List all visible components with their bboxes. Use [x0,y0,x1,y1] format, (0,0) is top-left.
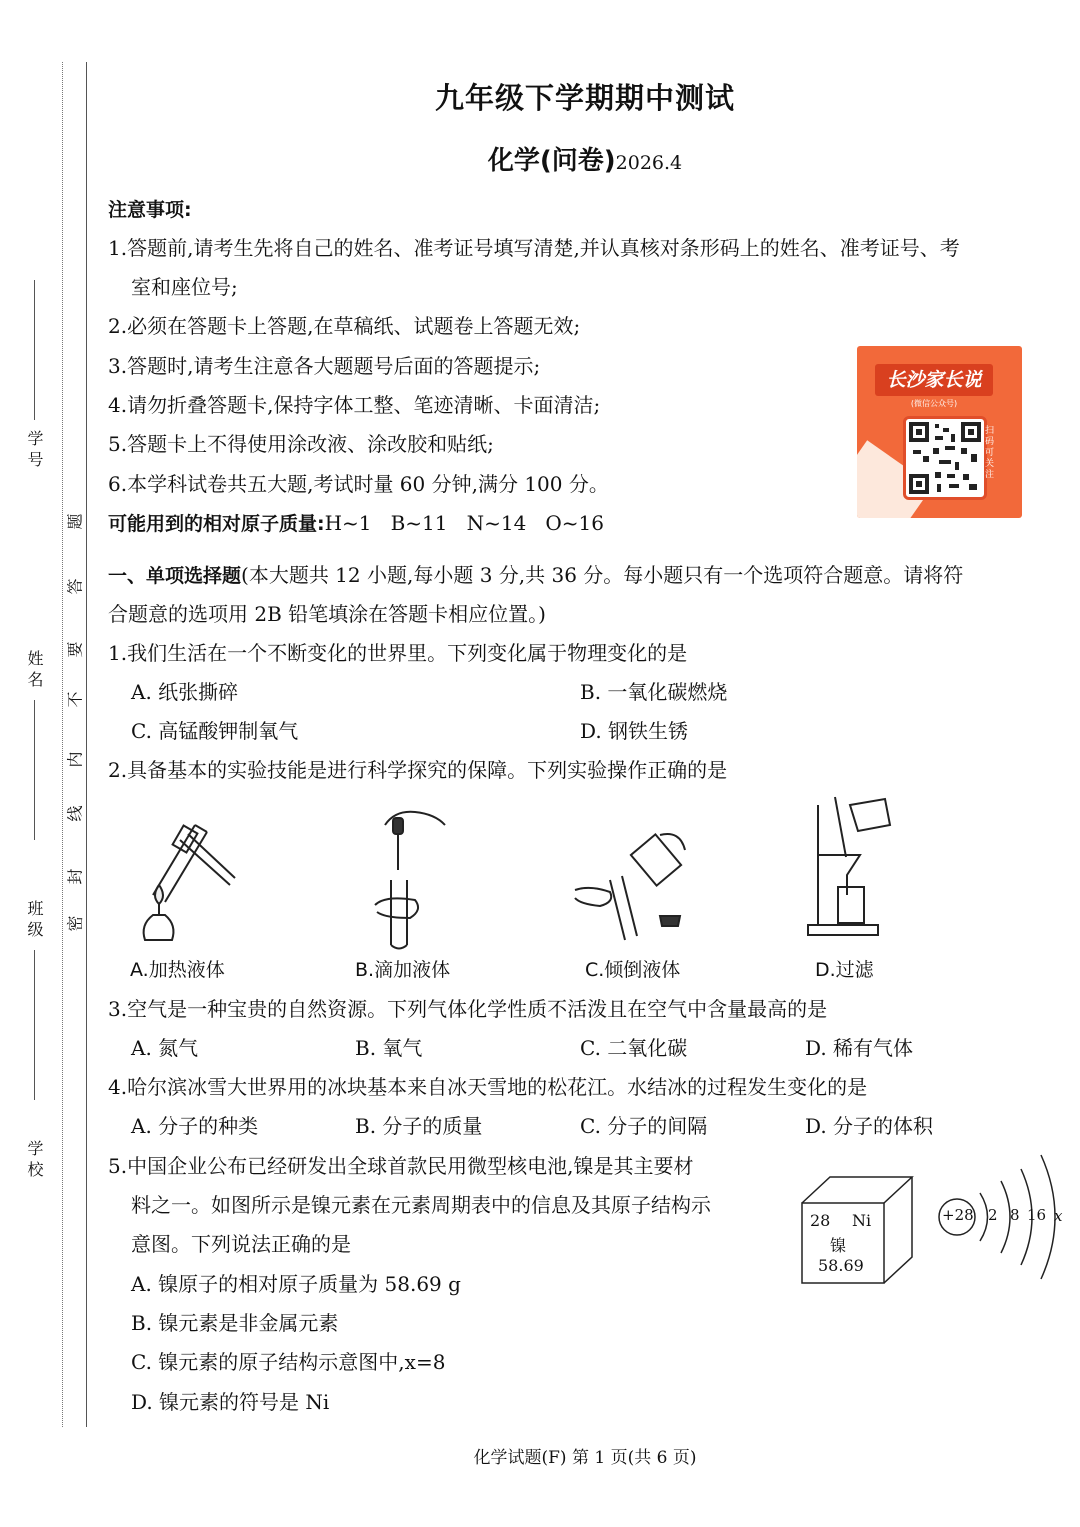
margin-dotted-rule [62,62,63,1427]
atomic-mass-values: H~1 B~11 N~14 O~16 [324,511,604,535]
seal-char: 不 [65,691,85,708]
qr-ad-panel[interactable] [857,346,1022,518]
exam-date: 2026.4 [615,152,683,174]
section-description: (本大题共 12 小题,每小题 3 分,共 36 分。每小题只有一个选项符合题意。请将符 [241,563,964,587]
notice-item: 4.请勿折叠答题卡,保持字体工整、笔迹清晰、卡面清洁; [108,393,601,417]
q5-option-a[interactable]: A. 镍原子的相对原子质量为 58.69 g [131,1272,461,1296]
margin-rule [86,62,87,1427]
q3-option-c[interactable]: C. 二氧化碳 [580,1036,688,1060]
q1-option-c[interactable]: C. 高锰酸钾制氧气 [131,719,299,743]
q1-option-a[interactable]: A. 纸张撕碎 [131,680,239,704]
seal-char: 要 [65,641,85,658]
seal-char: 线 [65,805,85,822]
pouring-liquid-illustration [570,830,700,945]
q4-option-d[interactable]: D. 分子的体积 [805,1114,934,1138]
q5-stem: 料之一。如图所示是镍元素在元素周期表中的信息及其原子结构示 [131,1193,711,1217]
margin-student-no-field[interactable] [34,280,35,420]
q4-option-c[interactable]: C. 分子的间隔 [580,1114,708,1138]
element-symbol: Ni [852,1211,872,1230]
notice-item: 2.必须在答题卡上答题,在草稿纸、试题卷上答题无效; [108,314,581,338]
qr-ad-title: 长沙家长说 [875,364,993,396]
margin-school-label: 学 校 [25,1140,44,1178]
atomic-mass-label: 可能用到的相对原子质量: [108,513,325,535]
atom-shell-4: x [1054,1207,1063,1225]
seal-char: 题 [65,513,85,530]
section-heading: 一、单项选择题 [108,565,242,587]
atom-nucleus: +28 [942,1206,974,1224]
q4-stem: 4.哈尔滨冰雪大世界用的冰块基本来自冰天雪地的松花江。水结冰的过程发生变化的是 [108,1075,868,1099]
filtration-illustration [800,795,900,940]
atomic-mass-row [108,511,604,536]
q3-option-b[interactable]: B. 氧气 [355,1036,423,1060]
q2-option-d[interactable]: D.过滤 [815,959,874,981]
q4-option-b[interactable]: B. 分子的质量 [355,1114,483,1138]
element-number: 28 [810,1211,831,1230]
q5-option-c[interactable]: C. 镍元素的原子结构示意图中,x=8 [131,1350,446,1374]
q2-option-a[interactable]: A.加热液体 [130,959,225,981]
qr-code-icon [909,422,981,494]
q4-option-a[interactable]: A. 分子的种类 [131,1114,259,1138]
q2-stem: 2.具备基本的实验技能是进行科学探究的保障。下列实验操作正确的是 [108,758,728,782]
margin-class-field[interactable] [34,950,35,1100]
q3-stem: 3.空气是一种宝贵的自然资源。下列气体化学性质不活泼且在空气中含量最高的是 [108,997,828,1021]
margin-name-field[interactable] [34,700,35,840]
notice-item: 3.答题时,请考生注意各大题题号后面的答题提示; [108,354,541,378]
page-title: 九年级下学期期中测试 [434,81,735,115]
q3-option-a[interactable]: A. 氮气 [131,1036,199,1060]
element-mass: 58.69 [818,1256,864,1275]
notice-item: 1.答题前,请考生先将自己的姓名、准考证号填写清楚,并认真核对条形码上的姓名、准考证号、考 [108,236,960,260]
notice-heading: 注意事项: [108,199,192,221]
q1-stem: 1.我们生活在一个不断变化的世界里。下列变化属于物理变化的是 [108,641,688,665]
q5-stem: 5.中国企业公布已经研发出全球首款民用微型核电池,镍是其主要材 [108,1154,694,1178]
element-name: 镍 [830,1236,847,1255]
q3-option-d[interactable]: D. 稀有气体 [805,1036,914,1060]
margin-class-label: 班 级 [25,900,44,938]
q1-option-d[interactable]: D. 钢铁生锈 [580,719,689,743]
seal-char: 答 [65,578,85,595]
atom-shell-3: 16 [1027,1206,1047,1224]
heating-liquid-illustration [125,800,245,955]
seal-char: 密 [65,915,85,932]
seal-char: 封 [65,868,85,885]
qr-ad-subtitle: (微信公众号) [910,399,958,408]
q5-option-d[interactable]: D. 镍元素的符号是 Ni [131,1390,330,1414]
q5-stem: 意图。下列说法正确的是 [131,1232,351,1256]
notice-item: 5.答题卡上不得使用涂改液、涂改胶和贴纸; [108,432,494,456]
seal-char: 内 [65,751,85,768]
qr-code[interactable] [903,416,987,500]
subject-label: 化学(问卷) [487,146,616,176]
q2-option-c[interactable]: C.倾倒液体 [585,959,681,981]
section-heading-row [108,563,963,588]
notice-item: 室和座位号; [131,275,238,299]
atom-shell-2: 8 [1010,1206,1020,1224]
q1-option-b[interactable]: B. 一氧化碳燃烧 [580,680,728,704]
margin-student-no-label: 学 号 [25,430,44,468]
section-description-cont: 合题意的选项用 2B 铅笔填涂在答题卡相应位置。) [108,602,546,626]
margin-name-label: 姓 名 [25,650,44,688]
qr-ad-side-text: 扫码可关注 [985,426,995,480]
q5-option-b[interactable]: B. 镍元素是非金属元素 [131,1311,339,1335]
notice-item: 6.本学科试卷共五大题,考试时量 60 分钟,满分 100 分。 [108,472,609,496]
atom-shell-1: 2 [988,1206,998,1224]
page-subtitle [0,140,1080,177]
page-footer: 化学试题(F) 第 1 页(共 6 页) [473,1448,697,1468]
q2-option-b[interactable]: B.滴加液体 [355,959,451,981]
dropping-liquid-illustration [355,800,465,955]
